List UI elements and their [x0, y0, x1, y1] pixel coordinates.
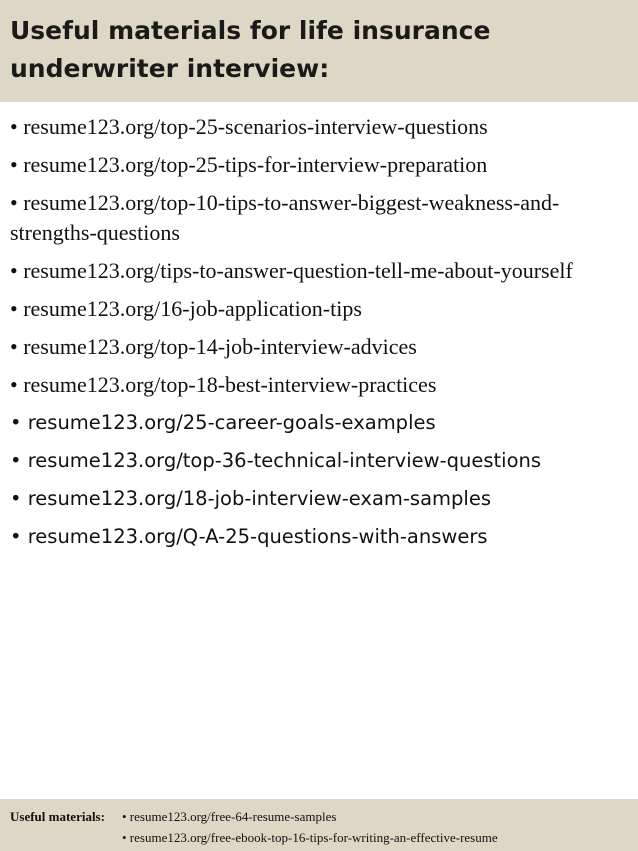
footer-label: Useful materials: — [10, 809, 105, 824]
footer-link[interactable]: • resume123.org/free-ebook-top-16-tips-for-writing-an-effective-resume — [122, 830, 498, 845]
list-item-link[interactable]: • resume123.org/tips-to-answer-question-tell-me-about-yourself — [10, 258, 573, 283]
list-item-link[interactable]: • resume123.org/18-job-interview-exam-samples — [10, 487, 491, 510]
materials-list — [10, 112, 630, 560]
list-item-link[interactable]: • resume123.org/25-career-goals-examples — [10, 411, 436, 434]
footer-row — [10, 806, 628, 848]
list-item-link[interactable]: • resume123.org/top-18-best-interview-practices — [10, 372, 437, 397]
list-item-link[interactable]: • resume123.org/top-14-job-interview-advices — [10, 334, 417, 359]
list-item-link[interactable]: • resume123.org/top-36-technical-interview-questions — [10, 449, 542, 472]
list-item-link[interactable]: • resume123.org/top-10-tips-to-answer-biggest-weakness-and-strengths-questions — [10, 190, 560, 245]
footer-links — [122, 806, 498, 848]
page-title: Useful materials for life insurance underwriter interview: — [10, 16, 491, 83]
list-item-link[interactable]: • resume123.org/top-25-tips-for-interview-preparation — [10, 152, 488, 177]
list-item-link[interactable]: • resume123.org/Q-A-25-questions-with-answers — [10, 525, 488, 548]
list-item-link[interactable]: • resume123.org/16-job-application-tips — [10, 296, 362, 321]
footer-link[interactable]: • resume123.org/free-64-resume-samples — [122, 809, 337, 824]
title-banner — [0, 0, 638, 102]
list-item-link[interactable]: • resume123.org/top-25-scenarios-interview-questions — [10, 114, 488, 139]
footer-banner — [0, 799, 638, 851]
